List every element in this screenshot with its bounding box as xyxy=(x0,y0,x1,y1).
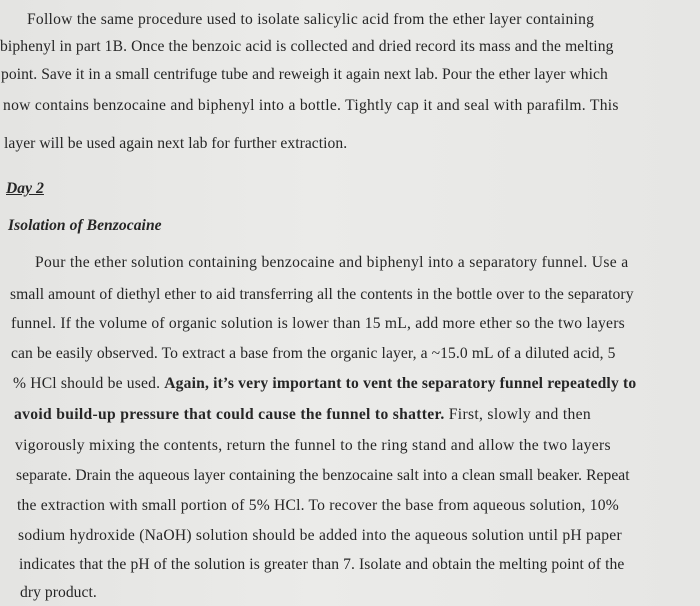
paragraph2-line-1: Pour the ether solution containing benzocaine and biphenyl into a separatory funnel. Use a xyxy=(35,254,629,271)
section-subheading: Isolation of Benzocaine xyxy=(8,217,162,234)
paragraph2-line-6-plain: First, slowly and then xyxy=(444,406,591,423)
paragraph2-line-5 xyxy=(13,374,636,394)
paragraph1-line-3: point. Save it in a small centrifuge tube and reweigh it again next lab. Pour the ether layer which xyxy=(1,66,608,83)
paragraph2-line-3: funnel. If the volume of organic solution is lower than 15 mL, add more ether so the two layers xyxy=(11,315,625,332)
paragraph1-line-5: layer will be used again next lab for further extraction. xyxy=(4,135,348,152)
paragraph2-line-12: dry product. xyxy=(20,584,97,601)
paragraph1-line-2: biphenyl in part 1B. Once the benzoic acid is collected and dried record its mass and the melting xyxy=(0,38,614,55)
paragraph2-line-4: can be easily observed. To extract a base from the organic layer, a ~15.0 mL of a diluted acid, 5 xyxy=(11,345,616,362)
paragraph2-line-5-bold: Again, it’s very important to vent the separatory funnel repeatedly to xyxy=(164,375,637,392)
paragraph2-line-8: separate. Drain the aqueous layer containing the benzocaine salt into a clean small beaker. Repeat xyxy=(16,467,630,484)
paragraph2-line-7: vigorously mixing the contents, return the funnel to the ring stand and allow the two layers xyxy=(15,437,611,454)
paragraph2-line-6-bold: avoid build-up pressure that could cause the funnel to shatter. xyxy=(14,406,445,423)
paragraph2-line-5-plain: % HCl should be used. xyxy=(13,375,165,392)
paragraph2-line-6 xyxy=(14,405,591,425)
paragraph2-line-10: sodium hydroxide (NaOH) solution should be added into the aqueous solution until pH paper xyxy=(18,527,622,544)
paragraph2-line-2: small amount of diethyl ether to aid transferring all the contents in the bottle over to the separatory xyxy=(10,286,634,303)
paragraph2-line-9: the extraction with small portion of 5% HCl. To recover the base from aqueous solution, 10% xyxy=(17,497,619,514)
day-heading: Day 2 xyxy=(6,180,44,197)
paragraph2-line-11: indicates that the pH of the solution is greater than 7. Isolate and obtain the melting point of the xyxy=(19,556,625,573)
paragraph1-line-1: Follow the same procedure used to isolate salicylic acid from the ether layer containing xyxy=(27,11,595,28)
paragraph1-line-4: now contains benzocaine and biphenyl into a bottle. Tightly cap it and seal with parafilm. This xyxy=(3,97,619,114)
